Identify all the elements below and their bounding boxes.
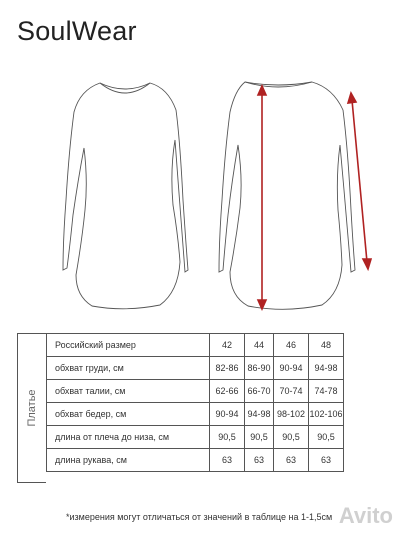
value-cell: 74-78 (309, 380, 344, 403)
front-dress-outline (63, 83, 188, 309)
avito-watermark: Avito (338, 503, 393, 528)
table-row (47, 334, 344, 357)
value-cell: 90-94 (274, 357, 309, 380)
value-cell: 90,5 (309, 426, 344, 449)
value-cell: 63 (245, 449, 274, 472)
value-cell: 86-90 (245, 357, 274, 380)
value-cell: 82-86 (210, 357, 245, 380)
size-table (46, 333, 344, 472)
row-label: длина рукава, см (47, 449, 210, 472)
dress-side-label: Платье (17, 333, 46, 483)
measurement-footnote: *измерения могут отличаться от значений в таблице на 1-1,5см (66, 512, 333, 522)
table-row (47, 449, 344, 472)
value-cell: 90,5 (274, 426, 309, 449)
value-cell: 102-106 (309, 403, 344, 426)
value-cell: 90-94 (210, 403, 245, 426)
value-cell: 62-66 (210, 380, 245, 403)
back-dress-outline (219, 82, 355, 309)
value-cell: 90,5 (210, 426, 245, 449)
value-cell: 94-98 (245, 403, 274, 426)
brand-title: SoulWear (17, 16, 137, 46)
header-label: Российский размер (47, 334, 210, 357)
size-cell: 48 (309, 334, 344, 357)
value-cell: 90,5 (245, 426, 274, 449)
value-cell: 70-74 (274, 380, 309, 403)
value-cell: 63 (309, 449, 344, 472)
row-label: длина от плеча до низа, см (47, 426, 210, 449)
size-cell: 44 (245, 334, 274, 357)
table-row (47, 426, 344, 449)
value-cell: 66-70 (245, 380, 274, 403)
table-row (47, 403, 344, 426)
length-measure-arrow (258, 86, 266, 309)
row-label: обхват бедер, см (47, 403, 210, 426)
sleeve-measure-arrow (348, 93, 371, 269)
size-cell: 46 (274, 334, 309, 357)
front-neckline (100, 83, 150, 93)
value-cell: 94-98 (309, 357, 344, 380)
value-cell: 63 (210, 449, 245, 472)
row-label: обхват груди, см (47, 357, 210, 380)
table-row (47, 380, 344, 403)
value-cell: 98-102 (274, 403, 309, 426)
size-cell: 42 (210, 334, 245, 357)
value-cell: 63 (274, 449, 309, 472)
table-row (47, 357, 344, 380)
row-label: обхват талии, см (47, 380, 210, 403)
